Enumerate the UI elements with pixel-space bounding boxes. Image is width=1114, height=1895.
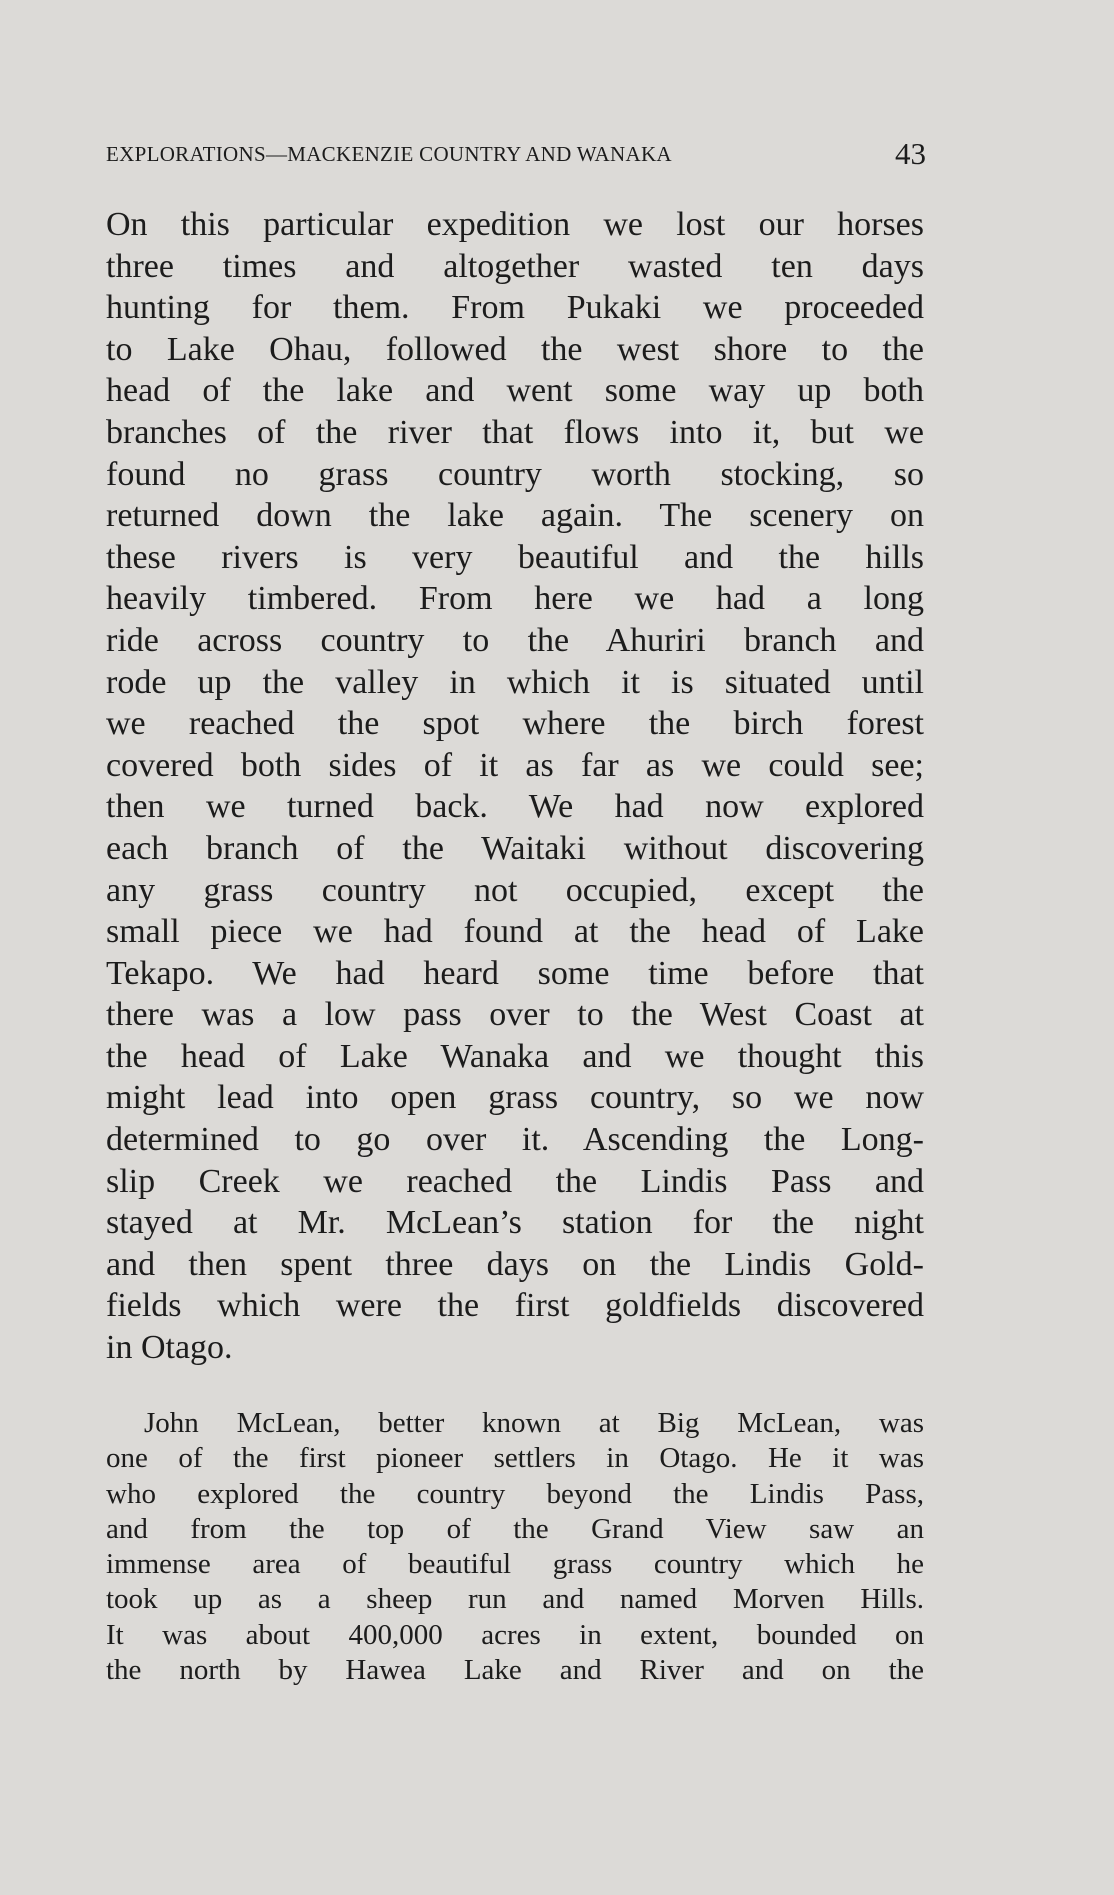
footnote-line: It was about 400,000 acres in extent, bounded on xyxy=(106,1618,924,1651)
footnote-line: immense area of beautiful grass country which he xyxy=(106,1548,924,1581)
text-line: found no grass country worth stocking, so xyxy=(106,455,924,493)
text-line: these rivers is very beautiful and the hills xyxy=(106,538,924,576)
text-line: rode up the valley in which it is situated until xyxy=(106,663,924,701)
text-line: returned down the lake again. The scenery on xyxy=(106,497,924,535)
text-line: On this particular expedition we lost our horses xyxy=(106,206,924,243)
text-line: head of the lake and went some way up both xyxy=(106,372,924,410)
footnote-line: who explored the country beyond the Lindis Pass, xyxy=(106,1477,924,1510)
page-number: 43 xyxy=(895,136,926,171)
footnote-line: and from the top of the Grand View saw an xyxy=(106,1512,924,1545)
text-line: Tekapo. We had heard some time before that xyxy=(106,954,924,992)
footnote-line: the north by Hawea Lake and River and on the xyxy=(106,1654,924,1687)
running-title: EXPLORATIONS—MACKENZIE COUNTRY AND WANAKA xyxy=(106,142,672,166)
main-paragraph xyxy=(106,204,924,1369)
text-line: and then spent three days on the Lindis Gold- xyxy=(106,1245,924,1283)
text-line: to Lake Ohau, followed the west shore to the xyxy=(106,330,924,368)
text-line: in Otago. xyxy=(106,1329,233,1367)
text-line: any grass country not occupied, except the xyxy=(106,871,924,909)
running-head xyxy=(106,136,926,176)
footnote-line: one of the first pioneer settlers in Otago. He it was xyxy=(106,1442,924,1475)
text-line: hunting for them. From Pukaki we proceeded xyxy=(106,289,924,327)
text-line: fields which were the first goldfields discovered xyxy=(106,1287,924,1325)
text-line: three times and altogether wasted ten days xyxy=(106,247,924,285)
text-line: the head of Lake Wanaka and we thought this xyxy=(106,1037,924,1075)
text-line: each branch of the Waitaki without discovering xyxy=(106,829,924,867)
footnote-line: took up as a sheep run and named Morven Hills. xyxy=(106,1583,924,1616)
text-line: stayed at Mr. McLean’s station for the night xyxy=(106,1204,924,1242)
text-line: covered both sides of it as far as we could see; xyxy=(106,746,924,784)
footnote xyxy=(106,1406,924,1688)
text-line: determined to go over it. Ascending the Long- xyxy=(106,1121,924,1159)
text-line: small piece we had found at the head of Lake xyxy=(106,913,924,951)
text-line: heavily timbered. From here we had a long xyxy=(106,580,924,618)
text-line: then we turned back. We had now explored xyxy=(106,788,924,826)
text-line: we reached the spot where the birch forest xyxy=(106,705,924,743)
text-line: slip Creek we reached the Lindis Pass and xyxy=(106,1162,924,1200)
text-line: might lead into open grass country, so we now xyxy=(106,1079,924,1117)
footnote-line: John McLean, better known at Big McLean, was xyxy=(144,1407,924,1439)
text-line: branches of the river that flows into it, but we xyxy=(106,413,924,451)
text-line: there was a low pass over to the West Coast at xyxy=(106,996,924,1034)
text-line: ride across country to the Ahuriri branch and xyxy=(106,621,924,659)
